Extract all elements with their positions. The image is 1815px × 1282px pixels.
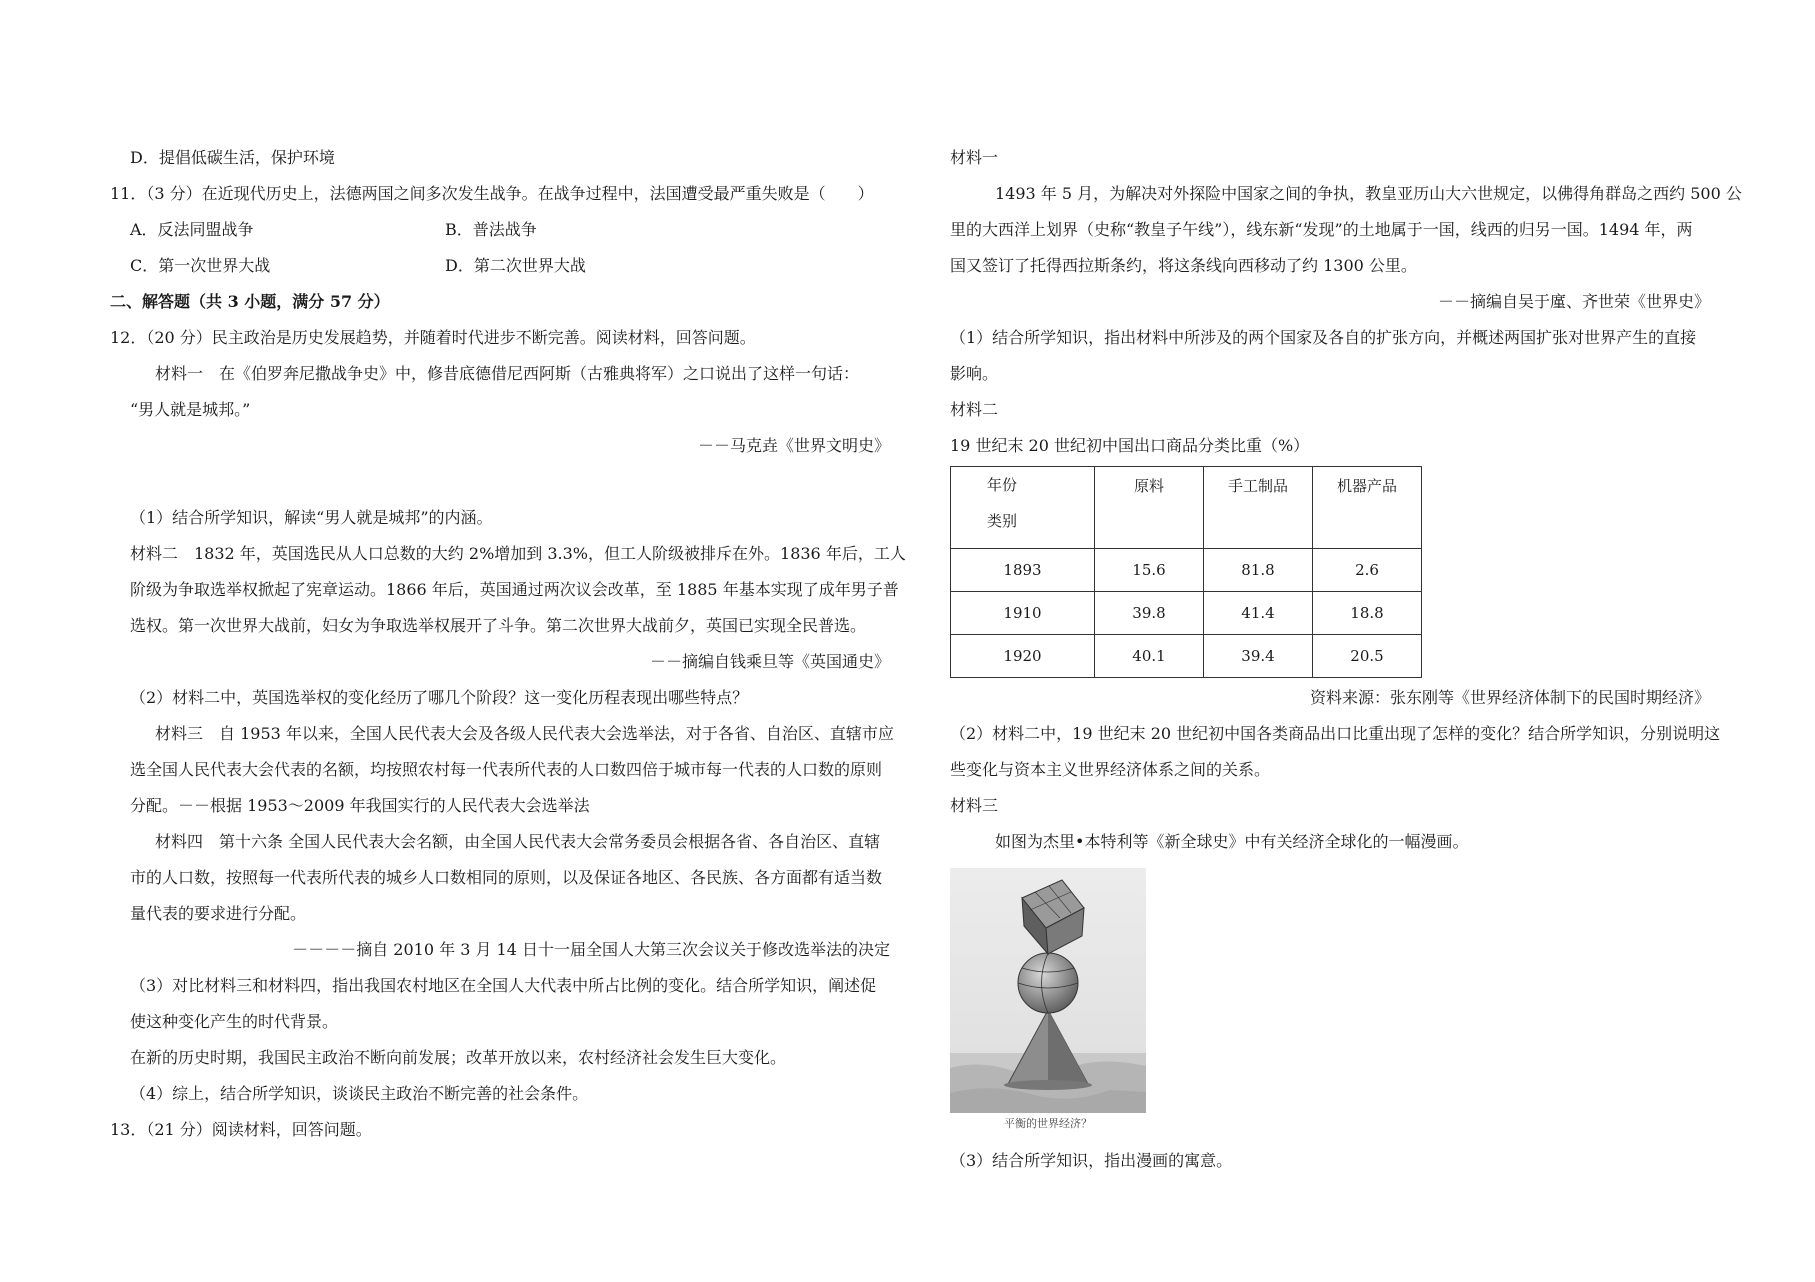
table-header-row: [951, 467, 1422, 549]
table-row: [951, 592, 1422, 635]
cell-machine: 2.6: [1313, 549, 1422, 592]
q12-note: 在新的历史时期，我国民主政治不断向前发展；改革开放以来，农村经济社会发生巨大变化。: [130, 1048, 787, 1067]
q12-material1-source: －－马克垚《世界文明史》: [697, 436, 890, 455]
material3-label: 材料三: [950, 796, 999, 815]
cell-raw: 39.8: [1095, 592, 1204, 635]
cell-raw: 40.1: [1095, 635, 1204, 678]
q12-material4-source: －－－－摘自 2010 年 3 月 14 日十一届全国人大第三次会议关于修改选举法的决定: [292, 940, 890, 959]
table-row: [951, 549, 1422, 592]
cell-machine: 18.8: [1313, 592, 1422, 635]
material1-line2: 里的大西洋上划界（史称“教皇子午线”），线东新“发现”的土地属于一国，线西的归另一国。1494 年，两: [950, 220, 1693, 239]
q12-sub2: （2）材料二中，英国选举权的变化经历了哪几个阶段？这一变化历程表现出哪些特点？: [130, 688, 749, 707]
corner-year-label: 年份: [987, 476, 1018, 494]
col-header-raw-materials: 原料: [1095, 467, 1204, 549]
q12-material3-line3: 分配。－－根据 1953～2009 年我国实行的人民代表大会选举法: [130, 796, 590, 815]
col-header-handicrafts: 手工制品: [1204, 467, 1313, 549]
q12-material2-line2: 阶级为争取选举权掀起了宪章运动。1866 年后，英国通过两次议会改革，至 1885 年基本实现了成年男子普: [130, 580, 899, 599]
cartoon-caption: 平衡的世界经济？: [1004, 1117, 1092, 1130]
q12-sub3-line2: 使这种变化产生的时代背景。: [130, 1012, 339, 1031]
sub3: （3）结合所学知识，指出漫画的寓意。: [950, 1151, 1233, 1170]
q12-stem: 12．（20 分）民主政治是历史发展趋势，并随着时代进步不断完善。阅读材料，回答问题。: [110, 328, 756, 347]
q11-option-c: C．第一次世界大战: [130, 256, 271, 275]
q12-material2-line3: 选权。第一次世界大战前，妇女为争取选举权展开了斗争。第二次世界大战前夕，英国已实现全民普选。: [130, 616, 867, 635]
export-share-table: [950, 466, 1422, 678]
q11-option-a: A．反法同盟战争: [130, 220, 254, 239]
material1-line1: 1493 年 5 月，为解决对外探险中国家之间的争执，教皇亚历山大六世规定，以佛得角群岛之西约 500 公: [995, 184, 1742, 203]
q11-stem: 11．（3 分）在近现代历史上，法德两国之间多次发生战争。在战争过程中，法国遭受最严重失败是（ ）: [110, 184, 874, 203]
q12-material2-source: －－摘编自钱乘旦等《英国通史》: [649, 652, 890, 671]
q11-options-row2: [110, 248, 900, 284]
material3-text: 如图为杰里•本特利等《新全球史》中有关经济全球化的一幅漫画。: [995, 832, 1469, 851]
material1-label: 材料一: [950, 148, 999, 167]
q12-material1-line1: 材料一 在《伯罗奔尼撒战争史》中，修昔底德借尼西阿斯（古雅典将军）之口说出了这样一句话：: [155, 364, 860, 383]
spacer: [110, 464, 900, 500]
sub2-line1: （2）材料二中，19 世纪末 20 世纪初中国各类商品出口比重出现了怎样的变化？结合所学知识，分别说明这: [950, 724, 1721, 743]
row-year: 1910: [951, 592, 1095, 635]
table-corner-cell: [951, 467, 1095, 549]
q11-option-d: D．第二次世界大战: [445, 256, 586, 275]
material2-label: 材料二: [950, 400, 999, 419]
table-row: [951, 635, 1422, 678]
sub1-line2: 影响。: [950, 364, 999, 383]
globalization-cartoon: [950, 868, 1146, 1133]
q10-option-d: D．提倡低碳生活，保护环境: [130, 148, 335, 167]
q12-material4-line2: 市的人口数，按照每一代表所代表的城乡人口数相同的原则，以及保证各地区、各民族、各方面都有适当数: [130, 868, 883, 887]
table-source: 资料来源：张东刚等《世界经济体制下的民国时期经济》: [1309, 688, 1710, 707]
q12-material4-line1: 材料四 第十六条 全国人民代表大会名额，由全国人民代表大会常务委员会根据各省、各自治区、直辖: [155, 832, 881, 851]
material1-line3: 国又签订了托得西拉斯条约，将这条线向西移动了约 1300 公里。: [950, 256, 1417, 275]
col-header-machine-products: 机器产品: [1313, 467, 1422, 549]
sub2-line2: 些变化与资本主义世界经济体系之间的关系。: [950, 760, 1271, 779]
q12-sub4: （4）综上，结合所学知识，谈谈民主政治不断完善的社会条件。: [130, 1084, 589, 1103]
q12-material2-line1: 材料二 1832 年，英国选民从人口总数的大约 2%增加到 3.3%，但工人阶级被排斥在外。1836 年后，工人: [130, 544, 906, 563]
right-column: [950, 140, 1742, 1179]
material1-source: －－摘编自吴于廑、齐世荣《世界史》: [1437, 292, 1710, 311]
table-title: 19 世纪末 20 世纪初中国出口商品分类比重（%）: [950, 436, 1310, 455]
cell-machine: 20.5: [1313, 635, 1422, 678]
q12-sub1: （1）结合所学知识，解读“男人就是城邦”的内涵。: [130, 508, 493, 527]
q12-material4-line3: 量代表的要求进行分配。: [130, 904, 307, 923]
cell-handicraft: 41.4: [1204, 592, 1313, 635]
q12-material3-line1: 材料三 自 1953 年以来，全国人民代表大会及各级人民代表大会选举法，对于各省、自治区、直辖市应: [155, 724, 894, 743]
cell-handicraft: 39.4: [1204, 635, 1313, 678]
q12-sub3-line1: （3）对比材料三和材料四，指出我国农村地区在全国人大代表中所占比例的变化。结合所学知识，阐述促: [130, 976, 877, 995]
q11-option-b: B．普法战争: [445, 220, 537, 239]
section2-title: 二、解答题（共 3 小题，满分 57 分）: [110, 292, 390, 311]
row-year: 1893: [951, 549, 1095, 592]
cell-raw: 15.6: [1095, 549, 1204, 592]
corner-category-label: 类别: [987, 512, 1018, 530]
q11-options-row1: [110, 212, 900, 248]
q13-stem: 13．（21 分）阅读材料，回答问题。: [110, 1120, 372, 1139]
q12-material3-line2: 选全国人民代表大会代表的名额，均按照农村每一代表所代表的人口数四倍于城市每一代表的人口数的原则: [130, 760, 883, 779]
sub1-line1: （1）结合所学知识，指出材料中所涉及的两个国家及各自的扩张方向，并概述两国扩张对世界产生的直接: [950, 328, 1697, 347]
left-column: [110, 140, 906, 1148]
cell-handicraft: 81.8: [1204, 549, 1313, 592]
row-year: 1920: [951, 635, 1095, 678]
q12-material1-line2: “男人就是城邦。”: [130, 400, 251, 419]
